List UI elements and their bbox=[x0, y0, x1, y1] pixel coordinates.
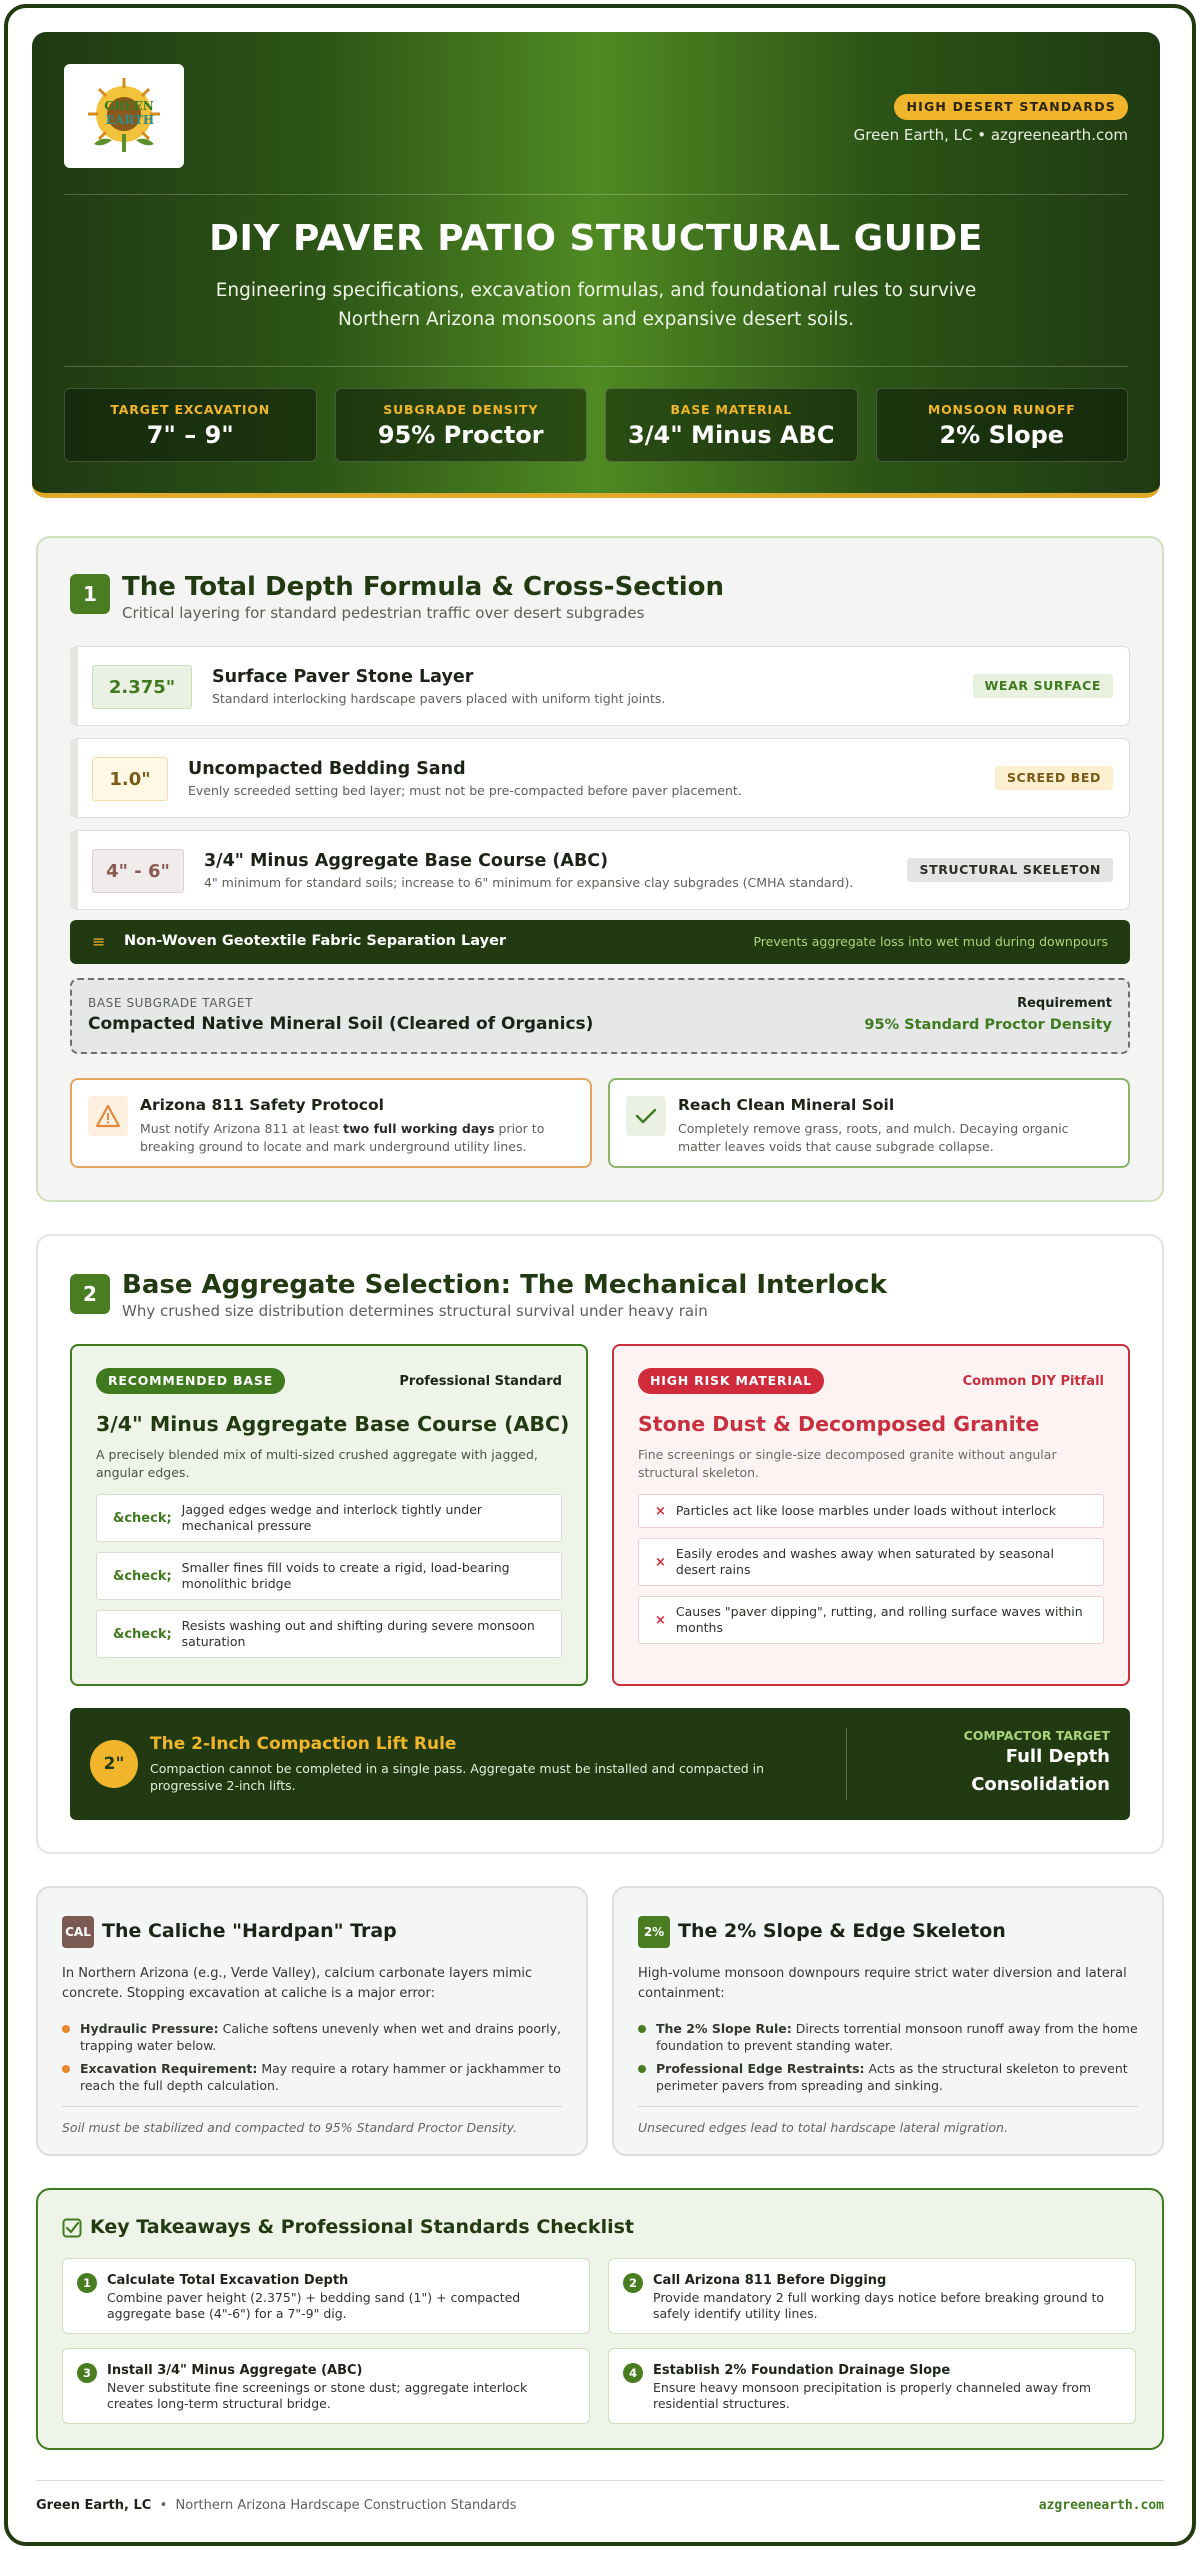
takeaway-title: Calculate Total Excavation Depth bbox=[107, 2273, 349, 2288]
material-note: Common DIY Pitfall bbox=[962, 1374, 1104, 1389]
x-mark-icon: × bbox=[655, 1554, 666, 1570]
alert-mineral-soil bbox=[608, 1078, 1130, 1168]
alert-arizona-811 bbox=[70, 1078, 592, 1168]
footer-company: Green Earth, LC • Northern Arizona Hardscape Construction Standards bbox=[36, 2498, 517, 2513]
takeaways-title: Key Takeaways & Professional Standards Checklist bbox=[90, 2216, 634, 2238]
page-subtitle: Engineering specifications, excavation formulas, and foundational rules to survive Northern Arizona monsoons and expansive desert soils. bbox=[215, 280, 977, 330]
takeaway-item bbox=[62, 2258, 590, 2334]
alert-description: Must notify Arizona 811 at least two full working days prior to breaking ground to locate and mark underground utility lines. bbox=[140, 1121, 545, 1154]
section-title: The Total Depth Formula & Cross-Section bbox=[122, 572, 725, 602]
fabric-note: Prevents aggregate loss into wet mud during downpours bbox=[753, 934, 1108, 949]
caliche-tag-icon: CAL bbox=[62, 1916, 94, 1948]
two-inch-icon: 2" bbox=[90, 1740, 138, 1788]
compactor-target-line1: Full Depth bbox=[1005, 1746, 1110, 1767]
stat-monsoon-runoff bbox=[876, 388, 1129, 462]
layer-tag: WEAR SURFACE bbox=[973, 674, 1113, 698]
card-intro: High-volume monsoon downpours require strict water diversion and lateral containment: bbox=[638, 1966, 1127, 2001]
layer-aggregate-base bbox=[70, 830, 1130, 910]
takeaway-description: Ensure heavy monsoon precipitation is properly channeled away from residential structures. bbox=[653, 2380, 1092, 2411]
lift-title: The 2-Inch Compaction Lift Rule bbox=[150, 1734, 457, 1754]
subgrade-label: BASE SUBGRADE TARGET bbox=[88, 996, 254, 1010]
list-item: &check; Smaller fines fill voids to create a rigid, load-bearing monolithic bridge bbox=[96, 1552, 562, 1600]
section-subtitle: Critical layering for standard pedestrian traffic over desert subgrades bbox=[122, 604, 645, 622]
footer-divider bbox=[36, 2480, 1164, 2481]
x-mark-icon: × bbox=[655, 1612, 666, 1628]
hero-stats bbox=[64, 388, 1128, 462]
high-risk-badge: HIGH RISK MATERIAL bbox=[638, 1368, 824, 1394]
layer-description: Standard interlocking hardscape pavers placed with uniform tight joints. bbox=[212, 691, 666, 706]
takeaway-item bbox=[608, 2348, 1136, 2424]
section-subtitle: Why crushed size distribution determines structural survival under heavy rain bbox=[122, 1302, 708, 1320]
list-item: × Easily erodes and washes away when saturated by seasonal desert rains bbox=[638, 1538, 1104, 1586]
takeaway-item bbox=[62, 2348, 590, 2424]
caliche-trap-card bbox=[36, 1886, 588, 2156]
geotextile-fabric-layer bbox=[70, 920, 1130, 964]
subgrade-target bbox=[70, 978, 1130, 1054]
requirement-label: Requirement bbox=[1017, 996, 1112, 1011]
section-base-aggregate bbox=[36, 1234, 1164, 1854]
stat-value: 2% Slope bbox=[939, 421, 1065, 449]
recommended-badge: RECOMMENDED BASE bbox=[96, 1368, 285, 1394]
takeaway-number: 4 bbox=[623, 2363, 643, 2383]
takeaway-number: 2 bbox=[623, 2273, 643, 2293]
recommended-base-card bbox=[70, 1344, 588, 1686]
green-earth-logo[interactable] bbox=[64, 64, 184, 168]
layer-bedding-sand bbox=[70, 738, 1130, 818]
alert-description: Completely remove grass, roots, and mulch. Decaying organic matter leaves voids that cause subgrade collapse. bbox=[678, 1121, 1069, 1154]
layer-title: Surface Paver Stone Layer bbox=[212, 667, 474, 687]
checkbox-icon bbox=[62, 2218, 82, 2242]
stat-base-material bbox=[605, 388, 858, 462]
list-item: Professional Edge Restraints: Acts as the structural skeleton to prevent perimeter pavers from spreading and sinking. bbox=[656, 2060, 1138, 2094]
stat-value: 7" – 9" bbox=[146, 421, 234, 449]
card-title: The 2% Slope & Edge Skeleton bbox=[678, 1920, 1006, 1942]
compactor-target-line2: Consolidation bbox=[971, 1774, 1110, 1795]
layer-description: 4" minimum for standard soils; increase to 6" minimum for expansive clay subgrades (CMHA standard). bbox=[204, 875, 854, 890]
material-description: Fine screenings or single-size decomposed granite without angular structural skeleton. bbox=[638, 1447, 1057, 1480]
card-footnote: Soil must be stabilized and compacted to 95% Standard Proctor Density. bbox=[62, 2120, 518, 2135]
list-item: &check; Resists washing out and shifting during severe monsoon saturation bbox=[96, 1610, 562, 1658]
compactor-target-label: COMPACTOR TARGET bbox=[963, 1728, 1110, 1743]
card-intro: In Northern Arizona (e.g., Verde Valley), calcium carbonate layers mimic concrete. Stopping excavation at caliche is a major error: bbox=[62, 1966, 533, 2001]
stat-label: SUBGRADE DENSITY bbox=[383, 402, 539, 417]
hero-divider-top bbox=[64, 194, 1128, 195]
layer-depth: 2.375" bbox=[92, 665, 192, 709]
takeaway-title: Install 3/4" Minus Aggregate (ABC) bbox=[107, 2363, 363, 2378]
takeaways-checklist bbox=[36, 2188, 1164, 2450]
check-mark-icon: &check; bbox=[113, 1568, 172, 1584]
stat-value: 95% Proctor bbox=[377, 421, 544, 449]
lift-divider bbox=[846, 1728, 847, 1800]
section-depth-formula bbox=[36, 536, 1164, 1202]
takeaway-item bbox=[608, 2258, 1136, 2334]
takeaway-description: Provide mandatory 2 full working days notice before breaking ground to safely identify utility lines. bbox=[653, 2290, 1105, 2321]
footer-site-link[interactable]: azgreenearth.com bbox=[1038, 2498, 1164, 2513]
high-desert-standards-badge: HIGH DESERT STANDARDS bbox=[894, 94, 1128, 120]
card-divider bbox=[62, 2106, 562, 2107]
card-title: The Caliche "Hardpan" Trap bbox=[102, 1920, 397, 1942]
list-item: &check; Jagged edges wedge and interlock tightly under mechanical pressure bbox=[96, 1494, 562, 1542]
list-item: The 2% Slope Rule: Directs torrential monsoon runoff away from the home foundation to prevent standing water. bbox=[656, 2021, 1138, 2053]
layer-tag: SCREED BED bbox=[995, 766, 1113, 790]
section-number: 1 bbox=[70, 574, 110, 614]
list-item: × Causes "paver dipping", rutting, and rolling surface waves within months bbox=[638, 1596, 1104, 1644]
material-title: Stone Dust & Decomposed Granite bbox=[638, 1412, 1040, 1436]
section-title: Base Aggregate Selection: The Mechanical Interlock bbox=[122, 1270, 887, 1300]
material-description: A precisely blended mix of multi-sized crushed aggregate with jagged, angular edges. bbox=[96, 1447, 538, 1480]
fabric-title: Non-Woven Geotextile Fabric Separation Layer bbox=[124, 933, 507, 949]
layer-depth: 1.0" bbox=[92, 757, 168, 801]
list-item: Hydraulic Pressure: Caliche softens unevenly when wet and drains poorly, trapping water below. bbox=[80, 2021, 561, 2053]
svg-text:EARTH: EARTH bbox=[105, 113, 155, 127]
layer-paver-stone bbox=[70, 646, 1130, 726]
takeaway-description: Never substitute fine screenings or stone dust; aggregate interlock creates long-term structural bridge. bbox=[107, 2380, 528, 2411]
list-item: Excavation Requirement: May require a rotary hammer or jackhammer to reach the full depth calculation. bbox=[80, 2061, 561, 2093]
takeaway-title: Establish 2% Foundation Drainage Slope bbox=[653, 2363, 951, 2378]
card-divider bbox=[638, 2106, 1138, 2107]
list-item: × Particles act like loose marbles under loads without interlock bbox=[638, 1494, 1104, 1528]
svg-text:GREEN: GREEN bbox=[104, 99, 154, 113]
layer-title: 3/4" Minus Aggregate Base Course (ABC) bbox=[204, 851, 609, 871]
layer-tag: STRUCTURAL SKELETON bbox=[907, 858, 1113, 882]
check-mark-icon: &check; bbox=[113, 1510, 172, 1526]
takeaway-description: Combine paver height (2.375") + bedding sand (1") + compacted aggregate base (4"-6") for a 7"-9" dig. bbox=[107, 2290, 521, 2321]
layer-depth: 4" - 6" bbox=[92, 849, 184, 893]
subgrade-title: Compacted Native Mineral Soil (Cleared of Organics) bbox=[88, 1014, 594, 1034]
alert-title: Arizona 811 Safety Protocol bbox=[140, 1096, 384, 1114]
layer-title: Uncompacted Bedding Sand bbox=[188, 759, 466, 779]
compaction-lift-rule bbox=[70, 1708, 1130, 1820]
page-title: DIY PAVER PATIO STRUCTURAL GUIDE bbox=[209, 218, 983, 259]
stat-label: BASE MATERIAL bbox=[670, 402, 793, 417]
stat-target-excavation bbox=[64, 388, 317, 462]
takeaway-number: 3 bbox=[77, 2363, 97, 2383]
warning-triangle-icon bbox=[88, 1096, 128, 1136]
lift-description: Compaction cannot be completed in a single pass. Aggregate must be installed and compacted in progressive 2-inch lifts. bbox=[150, 1761, 765, 1793]
material-note: Professional Standard bbox=[399, 1374, 562, 1389]
layer-description: Evenly screeded setting bed layer; must not be pre-compacted before paver placement. bbox=[188, 783, 742, 798]
takeaway-number: 1 bbox=[77, 2273, 97, 2293]
alert-title: Reach Clean Mineral Soil bbox=[678, 1096, 895, 1114]
stat-subgrade-density bbox=[335, 388, 588, 462]
slope-edge-card bbox=[612, 1886, 1164, 2156]
takeaway-title: Call Arizona 811 Before Digging bbox=[653, 2273, 887, 2288]
section-number: 2 bbox=[70, 1274, 110, 1314]
check-mark-icon: &check; bbox=[113, 1626, 172, 1642]
hero-divider-bottom bbox=[64, 366, 1128, 367]
stat-label: TARGET EXCAVATION bbox=[110, 402, 271, 417]
material-title: 3/4" Minus Aggregate Base Course (ABC) bbox=[96, 1412, 570, 1436]
requirement-value: 95% Standard Proctor Density bbox=[864, 1017, 1112, 1033]
hero-contact-line[interactable]: Green Earth, LC • azgreenearth.com bbox=[853, 126, 1128, 144]
sunflower-logo-icon bbox=[82, 74, 166, 158]
menu-lines-icon: ≡ bbox=[92, 932, 106, 951]
high-risk-material-card bbox=[612, 1344, 1130, 1686]
x-mark-icon: × bbox=[655, 1503, 666, 1519]
stat-value: 3/4" Minus ABC bbox=[628, 421, 835, 449]
hero-banner bbox=[32, 32, 1160, 498]
slope-tag-icon: 2% bbox=[638, 1916, 670, 1948]
checkmark-icon bbox=[626, 1096, 666, 1136]
stat-label: MONSOON RUNOFF bbox=[927, 402, 1076, 417]
card-footnote: Unsecured edges lead to total hardscape lateral migration. bbox=[638, 2120, 1008, 2135]
